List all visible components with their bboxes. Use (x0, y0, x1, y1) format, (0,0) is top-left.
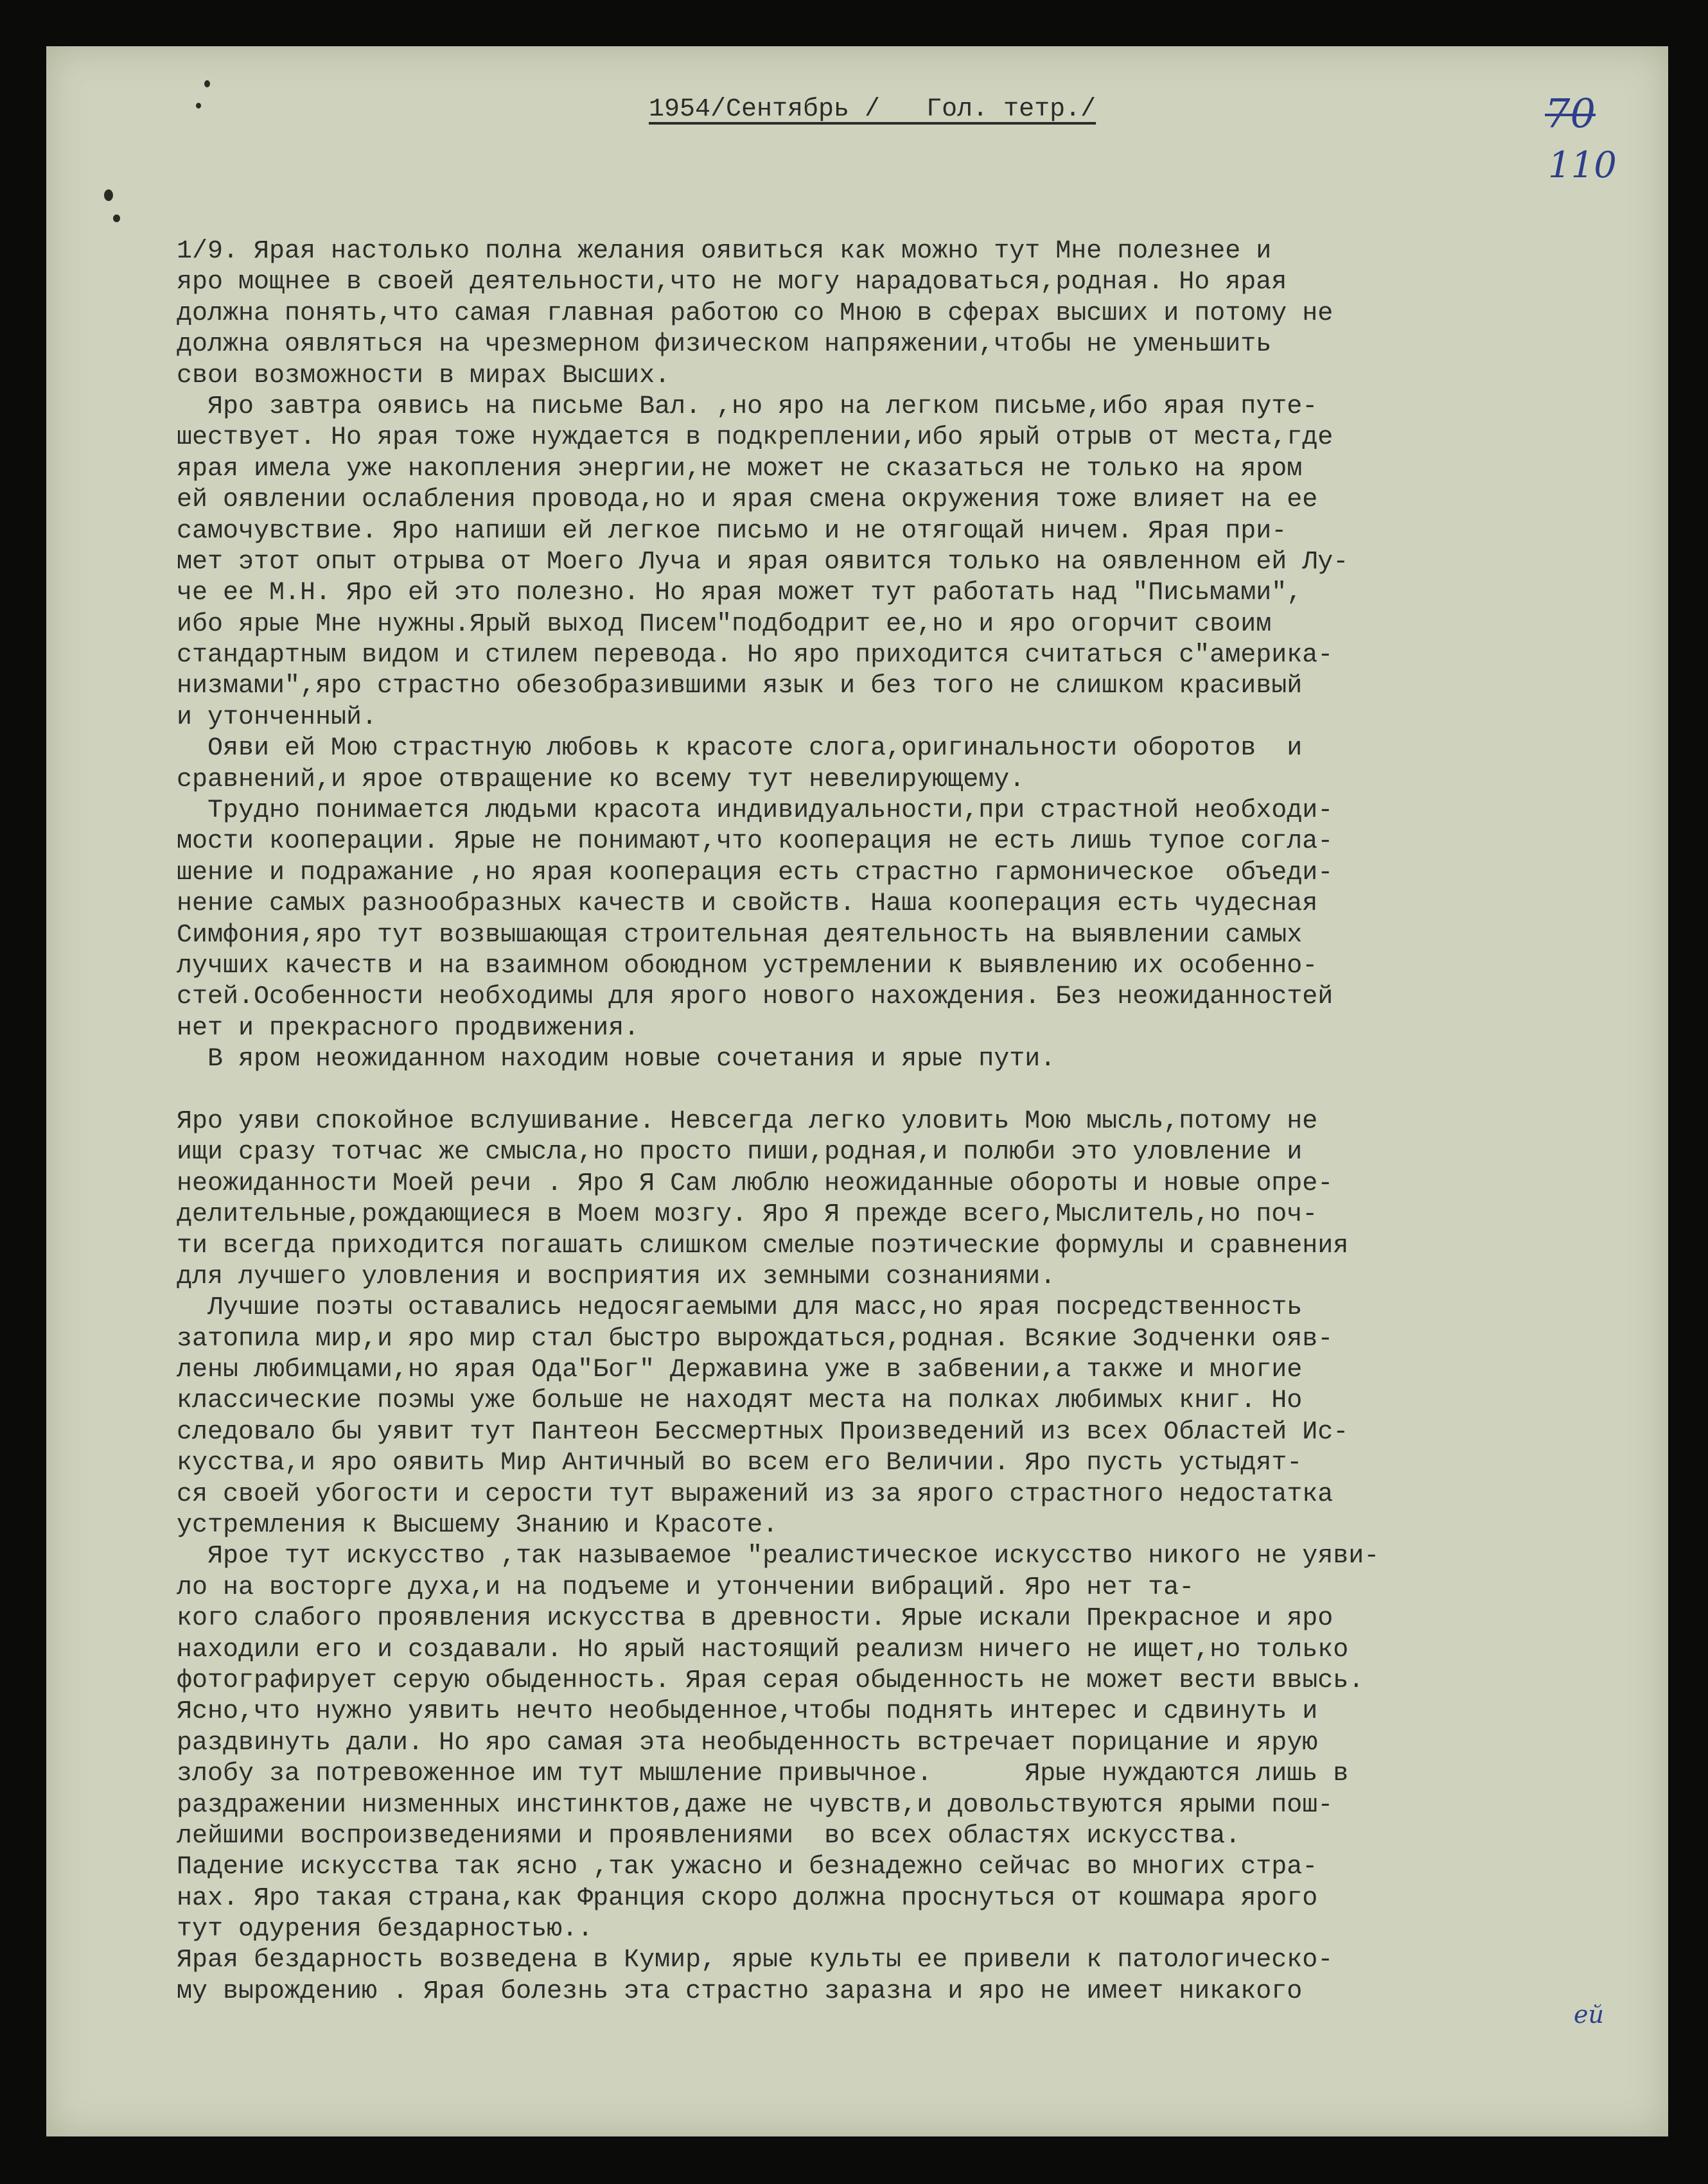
text-line: находили его и создавали. Но ярый настоящий реализм ничего не ищет,но только (177, 1635, 1349, 1664)
text-line: должна понять,что самая главная работою со Мною в сферах высших и потому не (177, 299, 1334, 328)
text-line: тут одурения бездарностью.. (177, 1915, 594, 1944)
text-line: затопила мир,и яро мир стал быстро вырождаться,родная. Всякие Зодченки ояв- (177, 1324, 1334, 1354)
text-line: следовало бы уявит тут Пантеон Бессмертных Произведений из всех Областей Ис- (177, 1417, 1349, 1447)
text-line: классические поэмы уже больше не находят места на полках любимых книг. Но (177, 1386, 1303, 1416)
text-line: Ясно,что нужно уявить нечто необыденное,чтобы поднять интерес и сдвинуть и (177, 1697, 1318, 1727)
text-line: ся своей убогости и серости тут выражений из за ярого страстного недостатка (177, 1480, 1334, 1509)
text-line: че ее М.Н. Яро ей это полезно. Но ярая может тут работать над "Письмами", (177, 579, 1303, 608)
text-line: му вырождению . Ярая болезнь эта страстно заразна и яро не имеет никакого (177, 1977, 1303, 2006)
text-line: лейшими воспроизведениями и проявлениями во всех областях искусства. (177, 1821, 1241, 1851)
text-line: Яро уяви спокойное вслушивание. Невсегда легко уловить Мою мысль,потому не (177, 1106, 1318, 1136)
ink-mark (204, 80, 210, 87)
text-line: стей.Особенности необходимы для ярого нового нахождения. Без неожиданностей (177, 983, 1334, 1012)
text-line: лены любимцами,но ярая Ода"Бог" Державина уже в забвении,а также и многие (177, 1356, 1303, 1385)
text-line: мости кооперации. Ярые не понимают,что кооперация не есть лишь тупое согла- (177, 827, 1334, 857)
ink-mark (196, 103, 201, 109)
ink-mark (113, 214, 120, 222)
text-line: ищи сразу тотчас же смысла,но просто пиши,родная,и полюби это уловление и (177, 1138, 1303, 1167)
text-line: ти всегда приходится погашать слишком смелые поэтические формулы и сравнения (177, 1231, 1349, 1261)
text-line: самочувствие. Яро напиши ей легкое письмо и не отягощай ничем. Ярая при- (177, 516, 1287, 546)
text-line: ей оявлении ослабления провода,но и ярая смена окружения тоже влияет на ее (177, 485, 1318, 515)
text-line: устремления к Высшему Знанию и Красоте. (177, 1511, 779, 1541)
ink-mark (104, 189, 113, 201)
text-line: раздражении низменных инстинктов,даже не чувств,и довольствуются ярыми пош- (177, 1790, 1334, 1820)
text-line: Яро завтра оявись на письме Вал. ,но яро на легком письме,ибо ярая путе- (177, 392, 1318, 421)
document-header: 1954/Сентябрь / Гол. тетр./ (649, 95, 1096, 124)
text-line: Ояви ей Мою страстную любовь к красоте слога,оригинальности оборотов и (177, 734, 1303, 764)
text-line: Падение искусства так ясно ,так ужасно и безнадежно сейчас во многих стра- (177, 1853, 1318, 1882)
text-line: ло на восторге духа,и на подъеме и утончении вибраций. Яро нет та- (177, 1573, 1195, 1602)
text-line: Трудно понимается людьми красота индивидуальности,при страстной необходи- (177, 796, 1334, 826)
text-line: В яром неожиданном находим новые сочетания и ярые пути. (177, 1045, 1056, 1074)
text-line: кого слабого проявления искусства в древности. Ярые искали Прекрасное и яро (177, 1604, 1334, 1634)
text-line: неожиданности Моей речи . Яро Я Сам люблю неожиданные обороты и новые опре- (177, 1169, 1334, 1198)
text-line (177, 1076, 1609, 1106)
text-line: злобу за потревоженное им тут мышление привычное. Ярые нуждаются лишь в (177, 1760, 1349, 1789)
text-line: ярая имела уже накопления энергии,не может не сказаться не только на яром (177, 454, 1303, 484)
text-line: Лучшие поэты оставались недосягаемыми для масс,но ярая посредственность (177, 1293, 1303, 1323)
text-line: стандартным видом и стилем перевода. Но яро приходится считаться с"америка- (177, 641, 1334, 670)
text-line: нение самых разнообразных качеств и свойств. Наша кооперация есть чудесная (177, 889, 1318, 919)
margin-note-ei: ей (1574, 2000, 1604, 2029)
text-line: Ярое тут искусство ,так называемое "реалистическое искусство никого не уяви- (177, 1542, 1380, 1571)
text-line: и утонченный. (177, 703, 378, 732)
text-line: должна оявляться на чрезмерном физическом напряжении,чтобы не уменьшить (177, 330, 1272, 360)
margin-note-page-number-old: 70 (1545, 90, 1596, 137)
text-line: сравнений,и ярое отвращение ко всему тут невелирующему. (177, 765, 1025, 794)
text-line: нет и прекрасного продвижения. (177, 1013, 640, 1043)
text-line: яро мощнее в своей деятельности,что не могу нарадоваться,родная. Но ярая (177, 268, 1287, 297)
document-body (177, 236, 1609, 2007)
text-line: нах. Яро такая страна,как Франция скоро должна проснуться от кошмара ярого (177, 1883, 1318, 1913)
text-line: Симфония,яро тут возвышающая строительная деятельность на выявлении самых (177, 920, 1303, 950)
text-line: раздвинуть дали. Но яро самая эта необыденность встречает порицание и ярую (177, 1728, 1318, 1758)
text-line: свои возможности в мирах Высших. (177, 361, 671, 390)
margin-note-page-number: 110 (1548, 144, 1617, 186)
text-line: фотографирует серую обыденность. Ярая серая обыденность не может вести ввысь. (177, 1666, 1364, 1695)
text-line: ибо ярые Мне нужны.Ярый выход Писем"подбодрит ее,но и яро огорчит своим (177, 609, 1272, 639)
text-line: делительные,рождающиеся в Моем мозгу. Яро Я прежде всего,Мыслитель,но поч- (177, 1200, 1318, 1230)
text-line: низмами",яро страстно обезобразившими язык и без того не слишком красивый (177, 672, 1303, 701)
text-line: мет этот опыт отрыва от Моего Луча и ярая оявится только на оявленном ей Лу- (177, 547, 1349, 577)
text-line: шествует. Но ярая тоже нуждается в подкреплении,ибо ярый отрыв от места,где (177, 423, 1334, 453)
text-line: Ярая бездарность возведена в Кумир, ярые культы ее привели к патологическо- (177, 1946, 1334, 1975)
text-line: лучших качеств и на взаимном обоюдном устремлении к выявлению их особенно- (177, 951, 1318, 981)
text-line: шение и подражание ,но ярая кооперация есть страстно гармоническое объеди- (177, 858, 1334, 887)
text-line: кусства,и яро оявить Мир Античный во всем его Величии. Яро пусть устыдят- (177, 1449, 1303, 1478)
text-line: 1/9. Ярая настолько полна желания оявиться как можно тут Мне полезнее и (177, 237, 1272, 266)
text-line: для лучшего уловления и восприятия их земными сознаниями. (177, 1262, 1056, 1291)
